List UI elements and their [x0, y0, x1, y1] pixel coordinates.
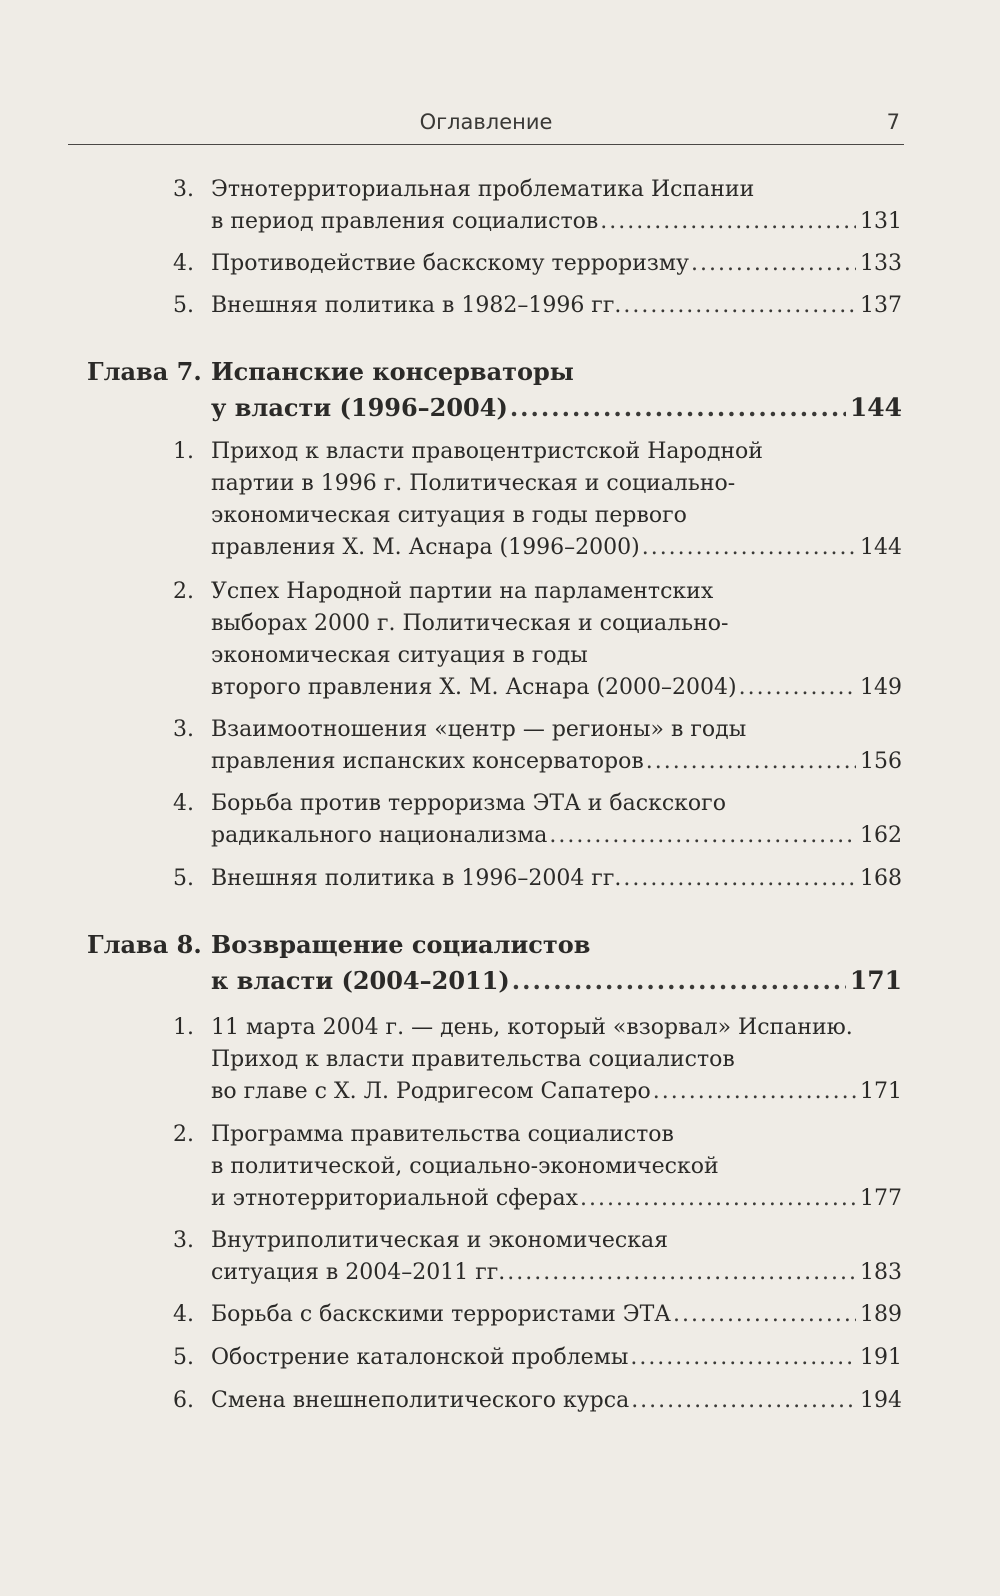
toc-entry-page: 194: [860, 1388, 902, 1413]
toc-entry-number: 6.: [173, 1388, 194, 1413]
toc-entry-text: Смена внешнеполитического курса: [211, 1388, 630, 1413]
toc-entry-text: Внутриполитическая и экономическая: [211, 1228, 668, 1253]
toc-entry-page: 137: [860, 293, 902, 318]
toc-entry-page: 177: [860, 1186, 902, 1211]
toc-entry-text: Обострение каталонской проблемы: [211, 1345, 629, 1370]
toc-entry-text: радикального национализма: [211, 823, 548, 848]
toc-entry-page: 144: [860, 535, 902, 560]
toc-entry-text: Внешняя политика в 1996–2004 гг.: [211, 866, 622, 891]
toc-entry-text: экономическая ситуация в годы: [211, 643, 588, 668]
leader-dots: [507, 1257, 856, 1289]
leader-dots: [623, 863, 856, 895]
toc-entry-text: Приход к власти правоцентристской Народной: [211, 439, 763, 464]
toc-entry-number: 2.: [173, 1122, 194, 1147]
toc-entry-number: 1.: [173, 1015, 194, 1040]
page-number: 7: [886, 110, 900, 134]
leader-dots: [623, 290, 856, 322]
toc-entry-number: 5.: [173, 1345, 194, 1370]
toc-entry-page: 183: [860, 1260, 902, 1285]
toc-entry-page: 189: [860, 1302, 902, 1327]
chapter-label: Глава 8.: [87, 930, 202, 959]
toc-entry-number: 5.: [173, 866, 194, 891]
toc-entry-text: выборах 2000 г. Политическая и социально-: [211, 611, 729, 636]
chapter-page: 171: [849, 966, 902, 995]
toc-entry-text: Программа правительства социалистов: [211, 1122, 674, 1147]
chapter-label: Глава 7.: [87, 357, 202, 386]
toc-entry-number: 2.: [173, 579, 194, 604]
toc-entry-number: 1.: [173, 439, 194, 464]
toc-entry-text: в период правления социалистов: [211, 209, 599, 234]
leader-dots: [646, 746, 856, 778]
toc-entry-text: партии в 1996 г. Политическая и социально-: [211, 471, 736, 496]
toc-entry-text: правления испанских консерваторов: [211, 749, 644, 774]
toc-entry-text: и этнотерриториальной сферах: [211, 1186, 579, 1211]
leader-dots: [600, 206, 856, 238]
toc-entry-text: Взаимоотношения «центр — регионы» в годы: [211, 717, 747, 742]
toc-entry-page: 131: [860, 209, 902, 234]
toc-entry-page: 149: [860, 675, 902, 700]
chapter-page: 144: [849, 393, 902, 422]
running-header: [68, 110, 904, 145]
toc-entry-page: 162: [860, 823, 902, 848]
toc-entry-text: второго правления Х. М. Аснара (2000–2004): [211, 675, 737, 700]
leader-dots: [630, 1342, 856, 1374]
toc-entry-text: Этнотерриториальная проблематика Испании: [211, 177, 755, 202]
toc-entry-text: во главе с Х. Л. Родригесом Сапатеро: [211, 1079, 651, 1104]
toc-entry-number: 4.: [173, 791, 194, 816]
leader-dots: [653, 1076, 856, 1108]
chapter-title: у власти (1996–2004): [211, 393, 508, 422]
toc-entry-number: 5.: [173, 293, 194, 318]
toc-entry-text: Внешняя политика в 1982–1996 гг.: [211, 293, 622, 318]
toc-entry-text: в политической, социально-экономической: [211, 1154, 719, 1179]
leader-dots: [642, 532, 856, 564]
toc-entry-text: ситуация в 2004–2011 гг.: [211, 1260, 506, 1285]
toc-entry-page: 168: [860, 866, 902, 891]
toc-entry-text: экономическая ситуация в годы первого: [211, 503, 687, 528]
running-header-title: Оглавление: [419, 110, 553, 134]
toc-entry-text: Борьба с баскскими террористами ЭТА: [211, 1302, 671, 1327]
toc-entry-number: 4.: [173, 1302, 194, 1327]
toc-entry-number: 3.: [173, 1228, 194, 1253]
toc-entry-page: 156: [860, 749, 902, 774]
leader-dots: [549, 820, 856, 852]
toc-entry-page: 191: [860, 1345, 902, 1370]
chapter-title: Испанские консерваторы: [211, 357, 574, 386]
toc-entry-text: 11 марта 2004 г. — день, который «взорвал» Испанию.: [211, 1015, 853, 1040]
toc-entry-text: Приход к власти правительства социалистов: [211, 1047, 735, 1072]
leader-dots: [691, 248, 856, 280]
toc-entry-number: 4.: [173, 251, 194, 276]
leader-dots: [512, 963, 846, 999]
leader-dots: [673, 1299, 856, 1331]
toc-entry-page: 133: [860, 251, 902, 276]
toc-entry-number: 3.: [173, 177, 194, 202]
toc-entry-number: 3.: [173, 717, 194, 742]
toc-entry-page: 171: [860, 1079, 902, 1104]
leader-dots: [580, 1183, 856, 1215]
chapter-title: к власти (2004–2011): [211, 966, 510, 995]
leader-dots: [739, 672, 856, 704]
leader-dots: [510, 390, 846, 426]
toc-entry-text: Противодействие баскскому терроризму: [211, 251, 689, 276]
toc-entry-text: Борьба против терроризма ЭТА и баскского: [211, 791, 726, 816]
toc-entry-text: Успех Народной партии на парламентских: [211, 579, 714, 604]
chapter-title: Возвращение социалистов: [211, 930, 591, 959]
toc-entry-text: правления Х. М. Аснара (1996–2000): [211, 535, 640, 560]
leader-dots: [631, 1385, 856, 1417]
